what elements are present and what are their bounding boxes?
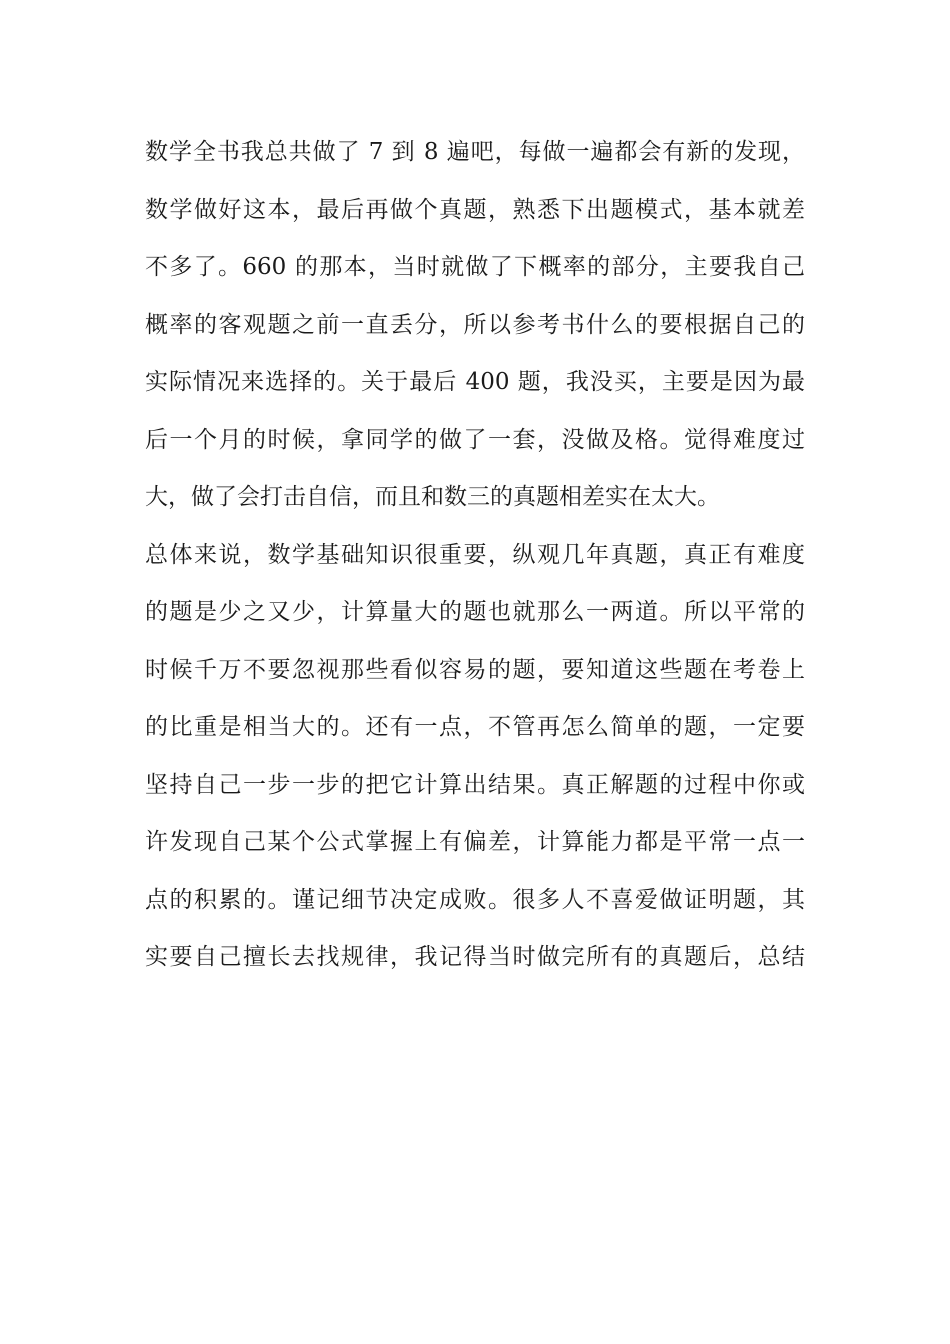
text-line: 的比重是相当大的。还有一点，不管再怎么简单的题，一定要 (145, 714, 805, 740)
document-body (145, 130, 815, 993)
text-line: 点的积累的。谨记细节决定成败。很多人不喜爱做证明题，其 (145, 886, 805, 913)
text-line: 数学全书我总共做了 7 到 8 遍吧，每做一遍都会有新的发现， (145, 139, 805, 165)
text-line: 后一个月的时候，拿同学的做了一套，没做及格。觉得难度过 (145, 426, 805, 453)
text-line: 时候千万不要忽视那些看似容易的题，要知道这些题在考卷上 (145, 656, 805, 683)
text-line: 大，做了会打击自信，而且和数三的真题相差实在太大。 (145, 484, 720, 510)
paragraph-1 (145, 130, 815, 533)
text-line: 实际情况来选择的。关于最后 400 题，我没买，主要是因为最 (145, 369, 805, 395)
text-line: 总体来说，数学基础知识很重要，纵观几年真题，真正有难度 (145, 541, 805, 568)
paragraph-2 (145, 533, 815, 993)
text-line: 许发现自己某个公式掌握上有偏差，计算能力都是平常一点一 (145, 829, 805, 855)
text-line: 概率的客观题之前一直丢分，所以参考书什么的要根据自己的 (145, 311, 805, 338)
text-line: 的题是少之又少，计算量大的题也就那么一两道。所以平常的 (145, 599, 805, 625)
text-line: 不多了。660 的那本，当时就做了下概率的部分，主要我自己 (145, 254, 805, 280)
text-line: 数学做好这本，最后再做个真题，熟悉下出题模式，基本就差 (145, 196, 805, 223)
text-line: 坚持自己一步一步的把它计算出结果。真正解题的过程中你或 (145, 771, 805, 798)
text-line: 实要自己擅长去找规律，我记得当时做完所有的真题后，总结 (145, 944, 805, 970)
